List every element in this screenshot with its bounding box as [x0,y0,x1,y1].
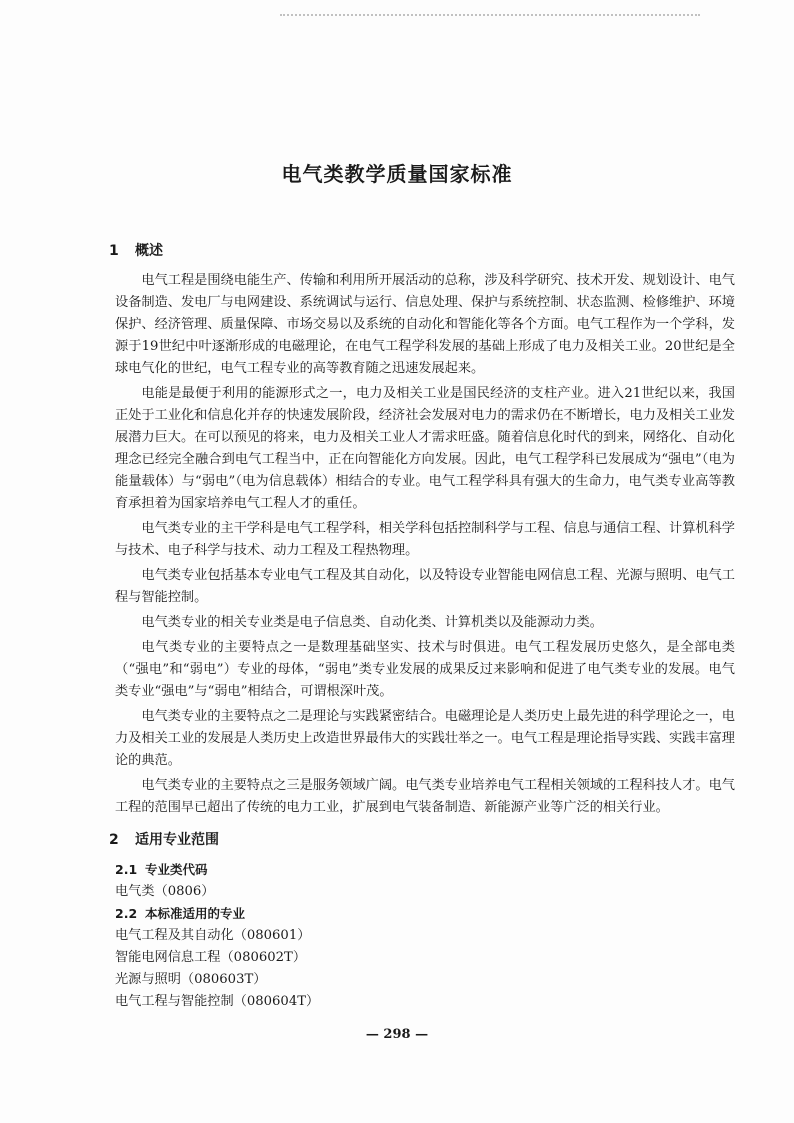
subsection-number: 2.1 [115,862,138,877]
paragraph: 电气类专业包括基本专业电气工程及其自动化，以及特设专业智能电网信息工程、光源与照明、电气工程与智能控制。 [115,568,735,605]
paragraph: 电气工程是围绕电能生产、传输和利用所开展活动的总称，涉及科学研究、技术开发、规划设计、电气设备制造、发电厂与电网建设、系统调试与运行、信息处理、保护与系统控制、状态监测、检修维护、环境保护、经济管理、质量保障、市场交易以及系统的自动化和智能化等各个方面。电气工程作为一个学科，发源于19世纪中叶逐渐形成的电磁理论，在电气工程学科发展的基础上形成了电力及相关工业。20世纪是全球电气化的世纪，电气工程专业的高等教育随之迅速发展起来。 [115,273,735,376]
paragraph: 电气类专业的主干学科是电气工程学科，相关学科包括控制科学与工程、信息与通信工程、计算机科学与技术、电子科学与技术、动力工程及工程热物理。 [115,521,735,558]
section-title: 适用专业范围 [135,832,219,848]
subsection-2-2-heading [115,903,735,925]
section-number: 2 [109,832,119,848]
document-title: 电气类教学质量国家标准 [281,162,513,186]
list-item: 智能电网信息工程（080602T） [115,950,307,965]
list-item: 电气工程与智能控制（080604T） [115,994,320,1009]
paragraph: 电气类专业的主要特点之一是数理基础坚实、技术与时俱进。电气工程发展历史悠久，是全部电类（“强电”和“弱电”）专业的母体，“弱电”类专业发展的成果反过来影响和促进了电气类专业的发展。电气类专业“强电”与“弱电”相结合，可谓根深叶茂。 [115,640,735,699]
document-body [109,240,735,1013]
scan-artifact-line [280,14,700,16]
section-number: 1 [109,243,119,259]
subsection-2-1-heading [115,859,735,881]
list-item: 电气工程及其自动化（080601） [115,928,311,943]
page-number: — 298 — [365,1027,429,1042]
subsection-number: 2.2 [115,906,138,921]
section-2-heading [109,829,735,851]
paragraph: 电气类专业的主要特点之三是服务领域广阔。电气类专业培养电气工程相关领域的工程科技人才。电气工程的范围早已超出了传统的电力工业，扩展到电气装备制造、新能源产业等广泛的相关行业。 [115,778,735,815]
section-title: 概述 [135,243,163,259]
subsection-title: 本标准适用的专业 [145,906,246,921]
subsection-title: 专业类代码 [145,862,208,877]
paragraph: 电气类专业的主要特点之二是理论与实践紧密结合。电磁理论是人类历史上最先进的科学理论之一，电力及相关工业的发展是人类历史上改造世界最伟大的实践壮举之一。电气工程是理论指导实践、实践丰富理论的典范。 [115,709,735,768]
section-1-heading [109,240,735,262]
paragraph: 电能是最便于利用的能源形式之一，电力及相关工业是国民经济的支柱产业。进入21世纪以来，我国正处于工业化和信息化并存的快速发展阶段，经济社会发展对电力的需求仍在不断增长，电力及相关工业发展潜力巨大。在可以预见的将来，电力及相关工业人才需求旺盛。随着信息化时代的到来，网络化、自动化理念已经完全融合到电气工程当中，正在向智能化方向发展。因此，电气工程学科已发展成为“强电”（电为能量载体）与“弱电”（电为信息载体）相结合的专业。电气工程学科具有强大的生命力，电气类专业高等教育承担着为国家培养电气工程人才的重任。 [115,386,735,511]
paragraph: 电气类专业的相关专业类是电子信息类、自动化类、计算机类以及能源动力类。 [141,615,603,630]
list-item: 光源与照明（080603T） [115,972,267,987]
list-item: 电气类（0806） [115,884,215,899]
